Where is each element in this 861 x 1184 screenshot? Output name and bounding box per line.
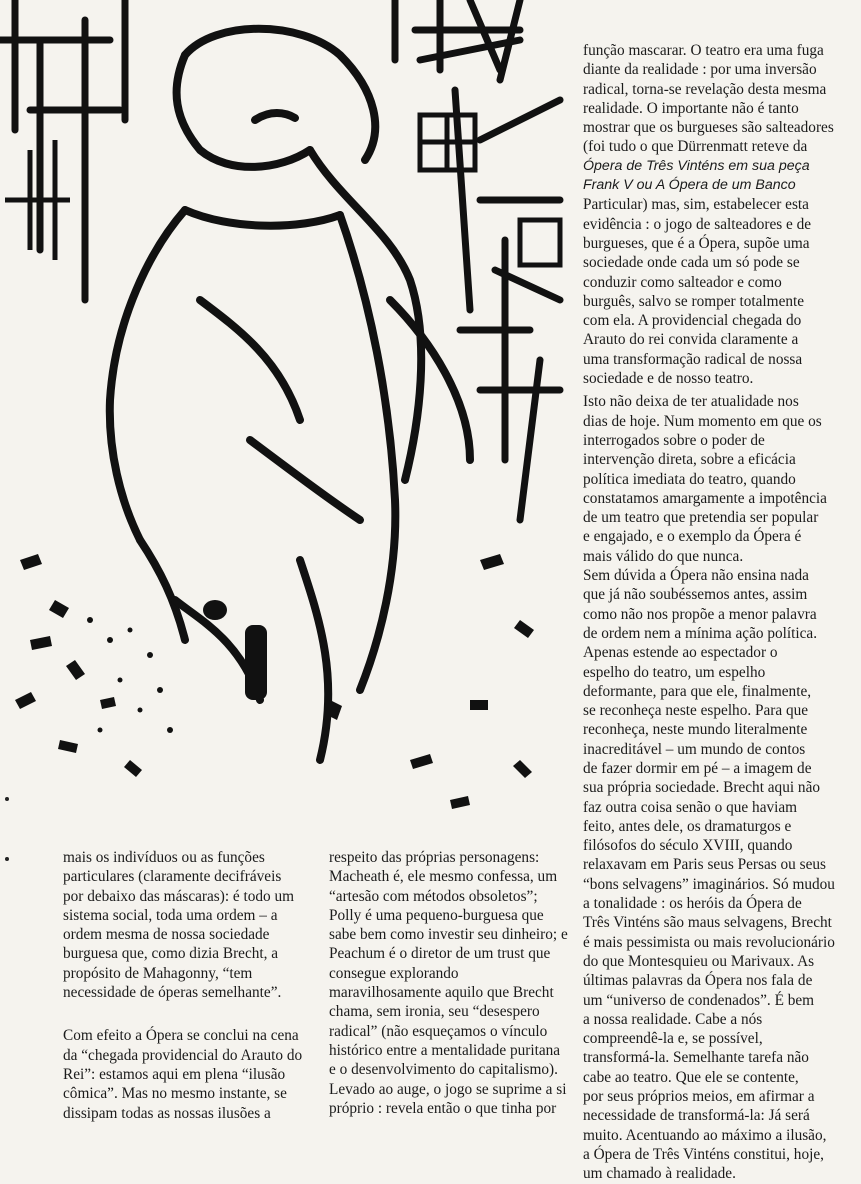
text-line: e engajado, e o exemplo da Ópera é [583, 528, 802, 546]
middle-column [329, 848, 568, 1118]
text-line: Peachum é o diretor de um trust que [329, 945, 551, 963]
text-line: Polly é uma pequeno-burguesa que [329, 906, 544, 924]
text-line: mais válido do que nunca. [583, 547, 744, 565]
text-line: evidência : o jogo de salteadores e de [583, 215, 812, 233]
text-line: “bons selvagens” imaginários. Só mudou [583, 875, 835, 893]
text-line: deformante, para que ele, finalmente, [583, 682, 812, 700]
text-line: filósofos do século XVIII, quando [583, 837, 793, 855]
text-line: mostrar que os burgueses são salteadores [583, 119, 834, 137]
text-line: “artesão com métodos obsoletos”; [329, 887, 538, 905]
text-line: faz outra coisa senão o que haviam [583, 798, 798, 816]
text-line: de ordem nem a mínima ação política. [583, 624, 818, 642]
text-line: Três Vinténs são maus selvagens, Brecht [583, 914, 832, 932]
text-line: cômica”. Mas no mesmo instante, se [63, 1085, 287, 1103]
text-line: Rei”: estamos aqui em plena “ilusão [63, 1065, 286, 1083]
right-column [583, 41, 855, 1184]
text-line: que já não soubéssemos antes, assim [583, 586, 808, 604]
text-line: sistema social, toda uma ordem – a [63, 906, 278, 924]
text-line: espelho do teatro, um espelho [583, 663, 766, 681]
text-line: conduzir como salteador e como [583, 273, 782, 291]
text-line: constatamos amargamente a impotência [583, 489, 827, 507]
text-line: política imediata do teatro, quando [583, 470, 796, 488]
text-line: se reconheça neste espelho. Para que [583, 702, 809, 720]
text-line: relaxavam em Paris seus Persas ou seus [583, 856, 826, 874]
text-line: dissipam todas as nossas ilusões a [63, 1104, 271, 1122]
text-line: um chamado à realidade. [583, 1165, 736, 1183]
text-line: propósito de Mahagonny, “tem [63, 964, 253, 982]
text-line: e o desenvolvimento do capitalismo). [329, 1061, 558, 1079]
right-paragraph-1 [583, 41, 855, 388]
text-line: inacreditável – um mundo de contos [583, 740, 806, 758]
text-line: função mascarar. O teatro era uma fuga [583, 42, 824, 59]
text-line: de um teatro que pretendia ser popular [583, 509, 819, 527]
text-line: Particular) mas, sim, estabelecer esta [583, 196, 809, 214]
text-line: com ela. A providencial chegada do [583, 312, 802, 330]
text-line: Apenas estende ao espectador o [583, 644, 778, 662]
text-line: a nossa realidade. Cabe a nós [583, 1010, 763, 1028]
text-line: dias de hoje. Num momento em que os [583, 412, 822, 430]
text-line: burgueses, que é a Ópera, supõe uma [583, 234, 810, 252]
text-line: necessidade de óperas semelhante”. [63, 984, 282, 1002]
left-column [63, 848, 303, 1123]
text-line: consegue explorando [329, 964, 459, 982]
text-line: a Ópera de Três Vinténs constitui, hoje, [583, 1145, 824, 1163]
text-line: Levado ao auge, o jogo se suprime a si [329, 1080, 567, 1098]
text-line: muito. Acentuando ao máximo a ilusão, [583, 1126, 827, 1144]
text-line: Macheath é, ele mesmo confessa, um [329, 868, 558, 886]
text-line: últimas palavras da Ópera nos fala de [583, 972, 813, 990]
text-line: necessidade de transformá-la: Já será [583, 1107, 810, 1125]
middle-paragraph-1 [329, 848, 568, 1118]
text-line: intervenção direta, sobre a eficácia [583, 451, 796, 469]
margin-mark [4, 795, 10, 865]
text-line: próprio : revela então o que tinha por [329, 1099, 557, 1117]
text-line: sociedade e de nosso teatro. [583, 370, 754, 388]
text-line: transformá-la. Semelhante tarefa não [583, 1049, 809, 1067]
text-line: por debaixo das máscaras): é todo um [63, 887, 295, 905]
text-line: sabe bem como investir seu dinheiro; e [329, 926, 568, 944]
text-line: do que Montesquieu ou Marivaux. As [583, 952, 815, 970]
text-line: sua própria sociedade. Brecht aqui não [583, 779, 821, 797]
text-line: interrogados sobre o poder de [583, 431, 765, 449]
text-line: compreendê-la e, se possível, [583, 1030, 763, 1048]
right-paragraph-2 [583, 392, 855, 566]
text-line: respeito das próprias personagens: [329, 849, 540, 866]
text-line: radical” (não esqueçamos o vínculo [329, 1022, 548, 1040]
text-line: histórico entre a mentalidade puritana [329, 1041, 561, 1059]
text-line: realidade. O importante não é tanto [583, 99, 799, 117]
text-line: feito, antes dele, os dramaturgos e [583, 817, 792, 835]
left-paragraph-1 [63, 848, 303, 1002]
text-line: chama, sem ironia, seu “desespero [329, 1003, 540, 1021]
illustration-man-with-cigar [0, 0, 570, 845]
text-line: (foi tudo o que Dürrenmatt reteve da [583, 138, 808, 156]
text-line: Frank V ou A Ópera de um Banco [583, 177, 796, 194]
text-line: um “universo de condenados”. É bem [583, 991, 815, 1009]
text-line: particulares (claramente decifráveis [63, 868, 282, 886]
left-paragraph-2 [63, 1026, 303, 1122]
text-line: a tonalidade : os heróis da Ópera de [583, 895, 802, 913]
text-line: Sem dúvida a Ópera não ensina nada [583, 567, 809, 585]
text-line: uma transformação radical de nossa [583, 350, 803, 368]
text-line: burguesa que, como dizia Brecht, a [63, 945, 279, 963]
text-line: Ópera de Três Vinténs em sua peça [583, 157, 810, 174]
text-line: mais os indivíduos ou as funções [63, 849, 265, 866]
text-line: ordem mesma de nossa sociedade [63, 926, 270, 944]
text-line: reconheça, neste mundo literalmente [583, 721, 808, 739]
text-line: sociedade onde cada um só pode se [583, 254, 800, 272]
text-line: Com efeito a Ópera se conclui na cena [63, 1027, 299, 1045]
text-line: de fazer dormir em pé – a imagem de [583, 759, 812, 777]
text-line: cabe ao teatro. Que ele se contente, [583, 1068, 799, 1086]
text-line: é mais pessimista ou mais revolucionário [583, 933, 835, 951]
text-line: por seus próprios meios, em afirmar a [583, 1088, 815, 1106]
text-line: radical, torna-se revelação desta mesma [583, 80, 827, 98]
text-line: Isto não deixa de ter atualidade nos [583, 393, 799, 411]
right-paragraph-3 [583, 566, 855, 1184]
text-line: diante da realidade : por uma inversão [583, 61, 817, 79]
text-line: como não nos propõe a menor palavra [583, 605, 817, 623]
text-line: Arauto do rei convida claramente a [583, 331, 799, 349]
text-line: maravilhosamente aquilo que Brecht [329, 984, 554, 1002]
text-line: da “chegada providencial do Arauto do [63, 1046, 303, 1064]
text-line: burguês, salvo se romper totalmente [583, 292, 805, 310]
